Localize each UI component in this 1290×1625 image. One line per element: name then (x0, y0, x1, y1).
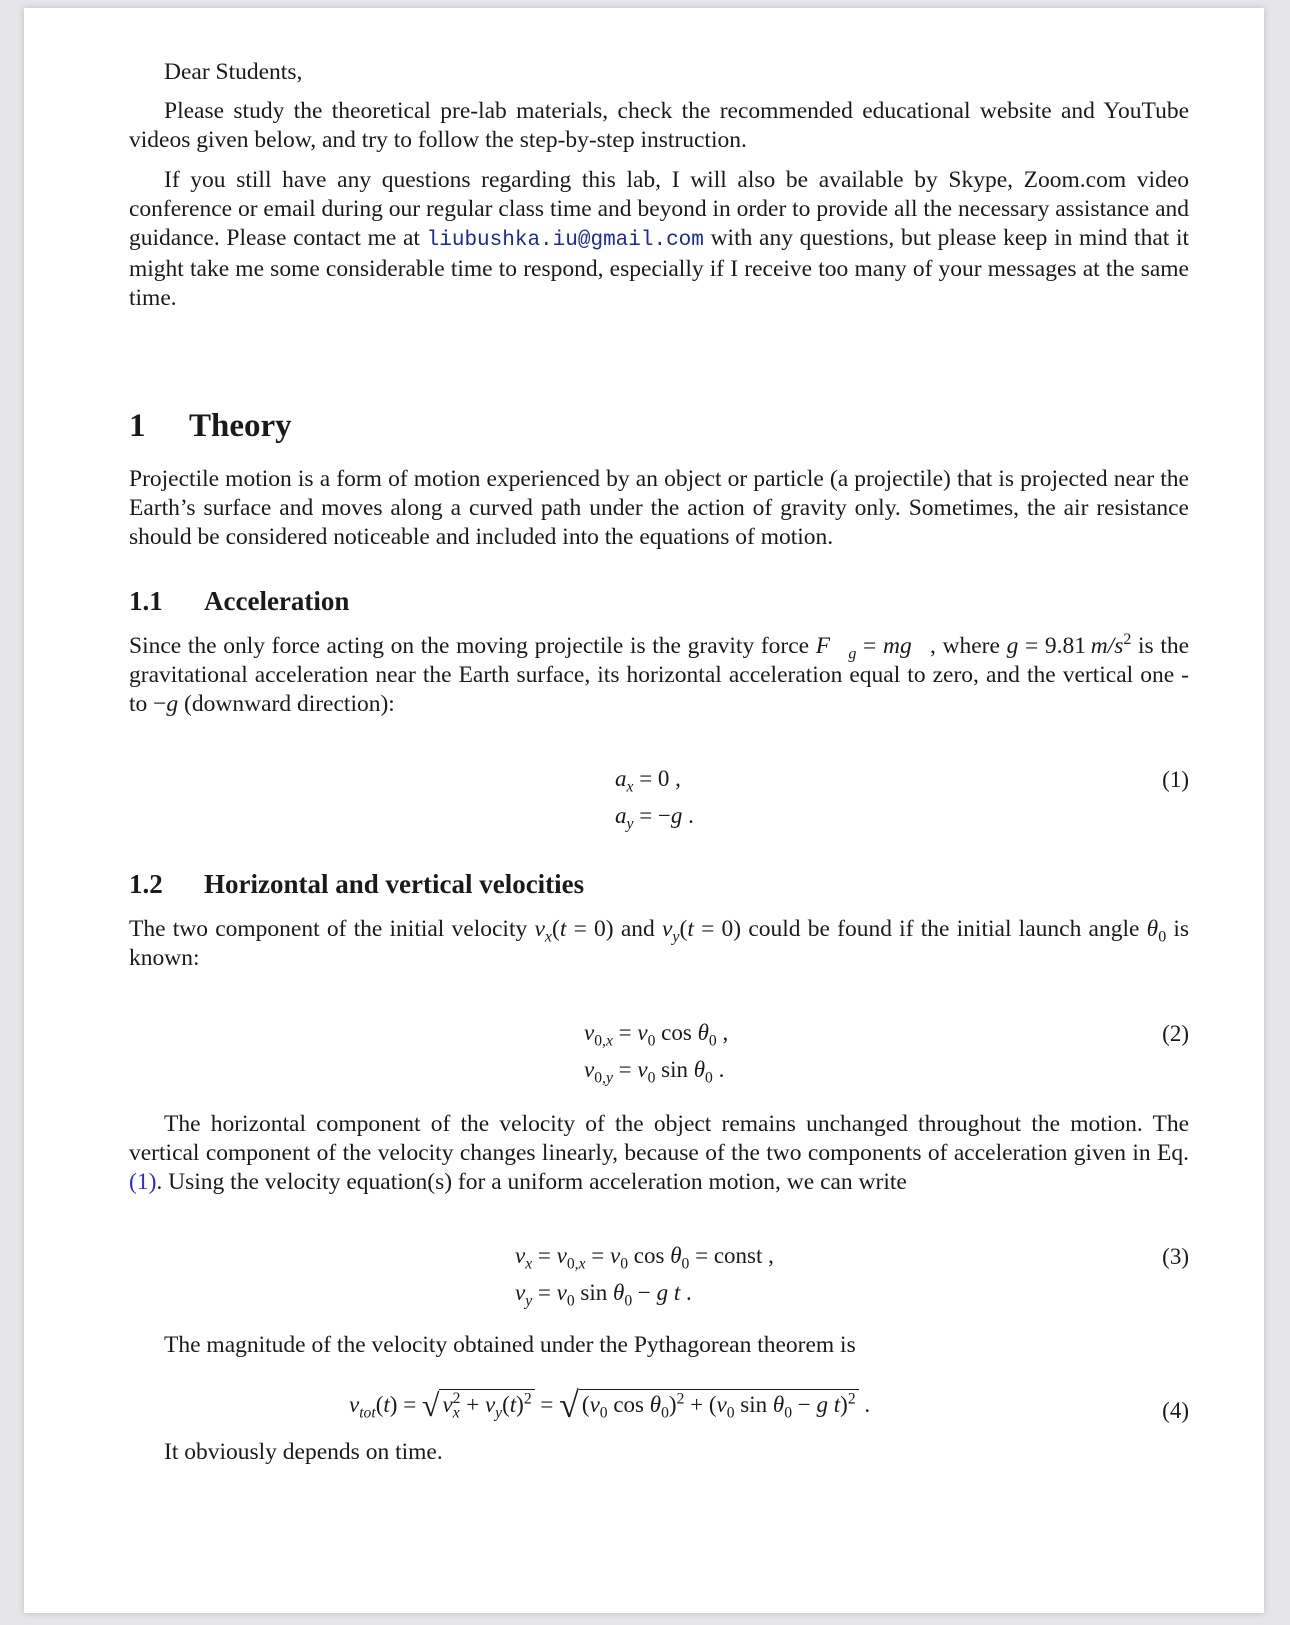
velocity-paragraph-2-text-b: . Using the velocity equation(s) for a uniform acceleration motion, we can write (156, 1169, 907, 1195)
magnitude-paragraph: The magnitude of the velocity obtained under the Pythagorean theorem is (164, 1332, 856, 1358)
email-link[interactable]: liubushka.iu@gmail.com (426, 229, 704, 252)
equation-4-number: (4) (1162, 1398, 1189, 1423)
section-number: 1 (129, 408, 146, 444)
intro-paragraph-1: Please study the theoretical pre-lab materials, check the recommended educational website and YouTube videos given below, and try to follow the step-by-step instruction. (129, 98, 1189, 153)
velocity-paragraph-2-text-a: The horizontal component of the velocity of the object remains unchanged throughout the motion. The vertical component of the velocity changes linearly, because of the two components of acceleration given in Eq. (129, 1111, 1189, 1166)
section-title: Theory (189, 408, 292, 444)
document-page (24, 8, 1264, 1613)
acceleration-paragraph (129, 632, 1189, 719)
acceleration-text-a: Since the only force acting on the moving projectile is the gravity force (129, 633, 810, 659)
subsection-title: Horizontal and vertical velocities (204, 869, 585, 899)
subsection-number: 1.1 (129, 586, 163, 616)
equation-1-number: (1) (1162, 767, 1189, 792)
const-label: const (713, 1243, 763, 1268)
velocity-paragraph-2 (129, 1110, 1189, 1197)
gravity-force-formula: $F⃗_g$ = mg⃗ (815, 633, 930, 663)
subsection-title: Acceleration (204, 586, 350, 616)
velocity-text-c: could be found if the initial launch angle (748, 916, 1140, 942)
acceleration-text-b: , where (929, 633, 1000, 659)
equation-1-line-2: $a_y = -g$ . (615, 803, 694, 833)
gravity-value: 9.81 (1044, 633, 1087, 659)
intro-paragraph-2 (129, 166, 1189, 313)
equation-reference-link[interactable]: (1) (129, 1169, 157, 1195)
equation-2-number: (2) (1162, 1021, 1189, 1046)
closing-sentence: It obviously depends on time. (164, 1439, 443, 1465)
subsection-number: 1.2 (129, 869, 163, 899)
theory-paragraph: Projectile motion is a form of motion experienced by an object or particle (a projectile) that is projected near the Earth’s surface and moves along a curved path under the action of gravity only. Sometimes, the air resistance should be considered noticeable and included into the equations of motion. (129, 466, 1189, 550)
subsection-heading-acceleration (129, 584, 1189, 618)
minus-g: −g (153, 691, 179, 717)
equation-3-number: (3) (1162, 1244, 1189, 1269)
vx-initial: $v_x(t = 0)$ (534, 916, 614, 946)
acceleration-text-d: (downward direction): (184, 691, 395, 717)
intro-paragraph-2-text-a: If you still have any questions regarding this lab, I will also be available by Skype, Zoom.com video conference or email during our regular class time and beyond in order to provide all the necessary assistance and guidance. Please contact me at (129, 167, 1189, 251)
equation-3-line-1: $v_x = v_{0,x} = v_0$ $\cos \theta_0$ = const , (515, 1243, 774, 1273)
section-heading-theory (129, 406, 1189, 446)
velocity-paragraph (129, 915, 1189, 973)
equation-1-line-1: $a_x = 0$ , (615, 766, 681, 796)
velocity-text-d: is known: (129, 916, 1190, 971)
velocity-text-b: and (620, 916, 655, 942)
acceleration-text-c: is the gravitational acceleration near the Earth surface, its horizontal acceleration equal to zero, and the vertical one - to (129, 633, 1190, 717)
greeting: Dear Students, (164, 59, 303, 85)
equation-2-line-1: $v_{0,x} = v_0$ $\cos \theta_0$ , (584, 1020, 729, 1050)
vy-initial: $v_y(t = 0)$ (661, 916, 742, 946)
intro-paragraph-2-text-b: with any questions, but please keep in mind that it might take me some considerable time to respond, especially if I receive too many of your messages at the same time. (129, 225, 1190, 311)
equation-2-line-2: $v_{0,y} = v_0$ $\sin \theta_0$ . (584, 1057, 725, 1087)
theta-zero: $\theta_0$ (1146, 916, 1167, 946)
subsection-heading-velocities (129, 867, 1189, 901)
gravity-value-formula: g = 9.81 $m/s^2$ (1006, 631, 1132, 659)
equation-3-line-2: $v_y = v_0$ $\sin \theta_0 - g$ t . (515, 1280, 692, 1310)
equation-4: $v_{tot}(t)$ = √ $v_x^2 + v_y(t)^2$ = √ ($v_0$ $\cos \theta_0)^2 + (v_0$ $\sin \theta_0 - g$ t)$^2$ . (349, 1385, 871, 1425)
velocity-text-a: The two component of the initial velocity (129, 916, 528, 942)
